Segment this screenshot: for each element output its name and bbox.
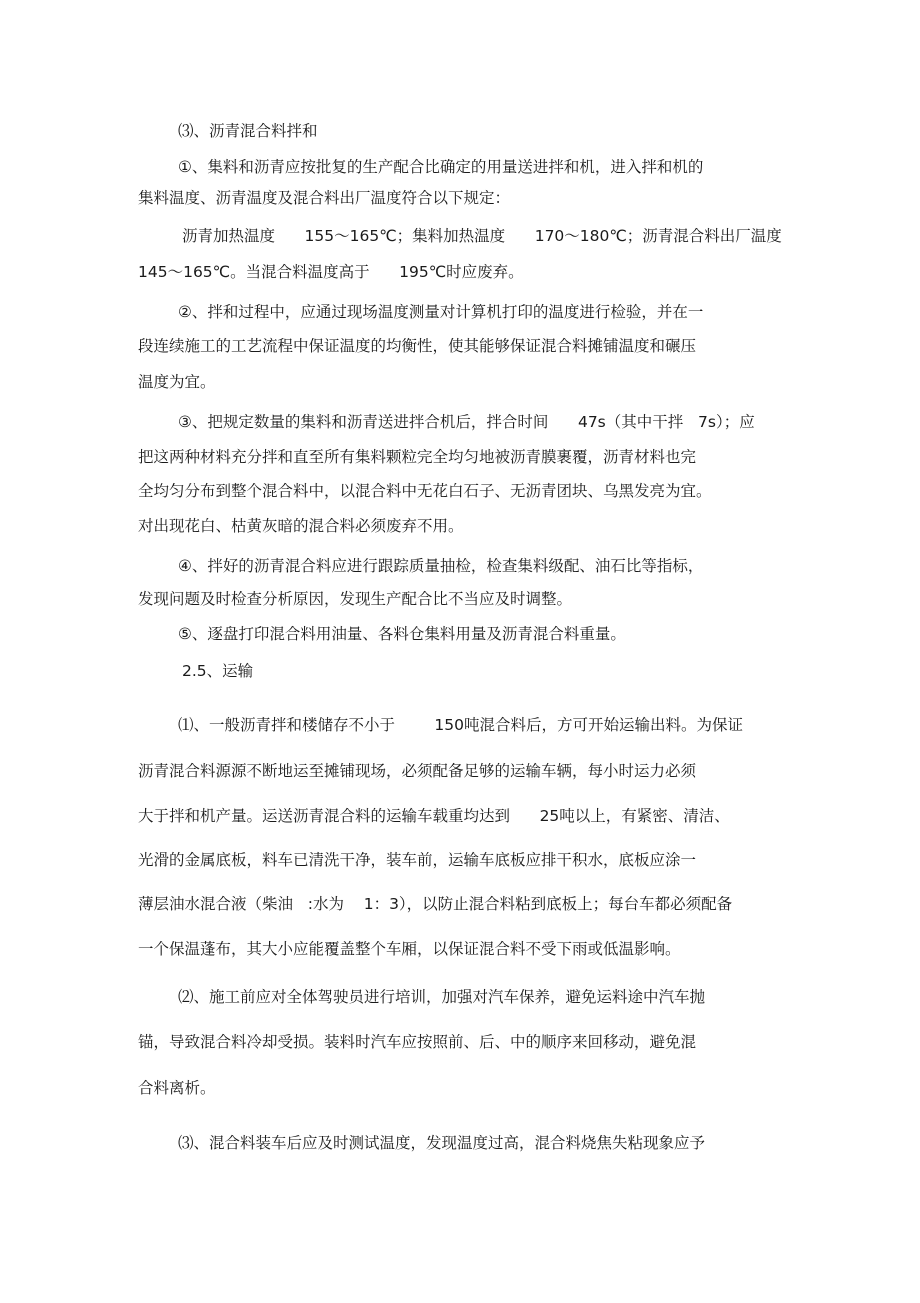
item-3-line-1: ③、把规定数量的集料和沥青送进拌合机后，拌合时间 47s（其中干拌 7s）；应 — [178, 413, 755, 431]
transport-1-line-3: 大于拌和机产量。运送沥青混合料的运输车载重均达到 25吨以上，有紧密、清洁、 — [138, 807, 730, 825]
item-2-line-3: 温度为宜。 — [138, 373, 216, 391]
item-4-line-1: ④、拌好的沥青混合料应进行跟踪质量抽检，检查集料级配、油石比等指标， — [178, 557, 704, 575]
item-3-line-3: 全均匀分布到整个混合料中，以混合料中无花白石子、无沥青团块、乌黑发亮为宜。 — [138, 482, 712, 500]
transport-3-line-1: ⑶、混合料装车后应及时测试温度，发现温度过高，混合料烧焦失粘现象应予 — [178, 1134, 706, 1152]
item-1-line-1: ①、集料和沥青应按批复的生产配合比确定的用量送进拌和机，进入拌和机的 — [178, 158, 704, 176]
transport-1-line-1: ⑴、一般沥青拌和楼储存不小于 150吨混合料后，方可开始运输出料。为保证 — [178, 716, 744, 734]
item-2-line-2: 段连续施工的工艺流程中保证温度的均衡性，使其能够保证混合料摊铺温度和碾压 — [138, 337, 697, 355]
item-5-line: ⑤、逐盘打印混合料用油量、各料仓集料用量及沥青混合料重量。 — [178, 625, 626, 643]
section-3-heading: ⑶、沥青混合料拌和 — [178, 122, 318, 140]
item-1-line-4: 145～165℃。当混合料温度高于 195℃时应废弃。 — [138, 263, 524, 281]
item-3-line-4: 对出现花白、枯黄灰暗的混合料必须废弃不用。 — [138, 517, 464, 535]
section-2-5-heading: 2.5、运输 — [182, 662, 254, 680]
item-4-line-2: 发现问题及时检查分析原因，发现生产配合比不当应及时调整。 — [138, 590, 573, 608]
item-3-line-2: 把这两种材料充分拌和直至所有集料颗粒完全均匀地被沥青膜裹覆，沥青材料也完 — [138, 448, 697, 466]
transport-2-line-1: ⑵、施工前应对全体驾驶员进行培训，加强对汽车保养，避免运料途中汽车抛 — [178, 988, 706, 1006]
item-2-line-1: ②、拌和过程中，应通过现场温度测量对计算机打印的温度进行检验，并在一 — [178, 303, 704, 321]
transport-2-line-3: 合料离析。 — [138, 1079, 216, 1097]
transport-1-line-4: 光滑的金属底板，料车已清洗干净，装车前，运输车底板应排干积水，底板应涂一 — [138, 851, 697, 869]
transport-1-line-2: 沥青混合料源源不断地运至摊铺现场，必须配备足够的运输车辆，每小时运力必须 — [138, 762, 697, 780]
transport-1-line-5: 薄层油水混合液（柴油 :水为 1：3），以防止混合料粘到底板上；每台车都必须配备 — [138, 895, 733, 913]
item-1-line-3: 沥青加热温度 155～165℃；集料加热温度 170～180℃；沥青混合料出厂温度 — [182, 227, 782, 245]
transport-1-line-6: 一个保温蓬布，其大小应能覆盖整个车厢，以保证混合料不受下雨或低温影响。 — [138, 940, 681, 958]
transport-2-line-2: 锚，导致混合料冷却受损。装料时汽车应按照前、后、中的顺序来回移动，避免混 — [138, 1033, 697, 1051]
item-1-line-2: 集料温度、沥青温度及混合料出厂温度符合以下规定： — [138, 189, 511, 207]
